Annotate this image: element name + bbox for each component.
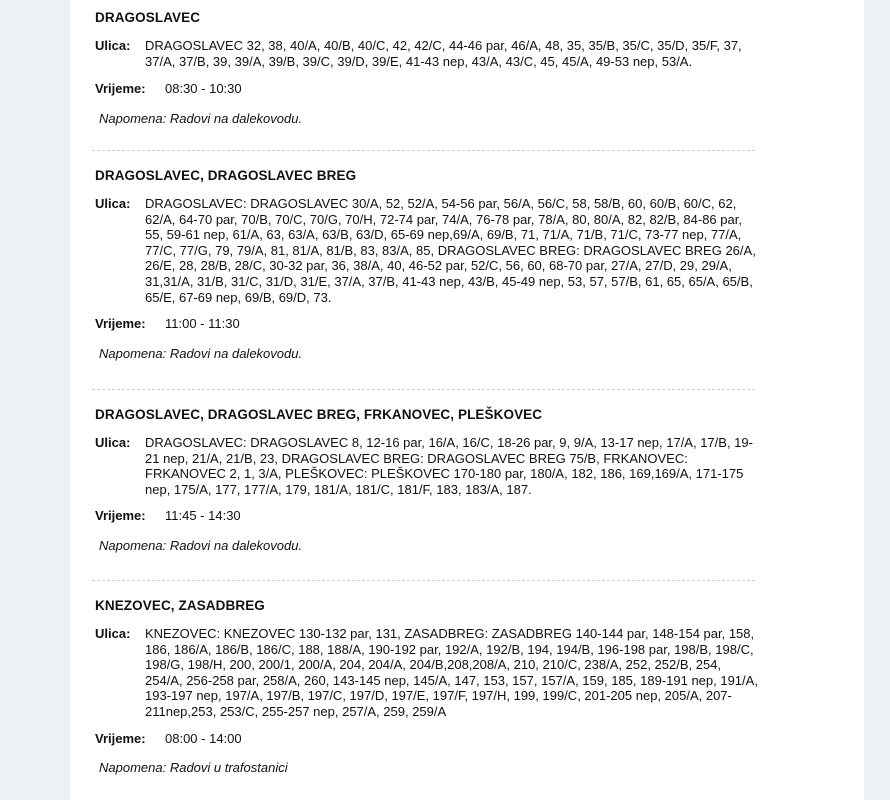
entry-divider xyxy=(92,580,755,581)
outage-entry xyxy=(95,598,760,775)
vrijeme-value: 11:45 - 14:30 xyxy=(165,508,241,524)
ulica-label: Ulica: xyxy=(95,196,131,211)
entry-divider xyxy=(92,389,755,390)
vrijeme-label: Vrijeme: xyxy=(95,316,146,332)
napomena-note: Napomena: Radovi na dalekovodu. xyxy=(99,345,303,361)
vrijeme-value: 08:00 - 14:00 xyxy=(165,730,242,746)
entry-title: DRAGOSLAVEC, DRAGOSLAVEC BREG xyxy=(95,168,357,183)
entry-title: DRAGOSLAVEC xyxy=(95,10,201,25)
entry-divider xyxy=(92,150,755,151)
ulica-label: Ulica: xyxy=(95,626,131,641)
entry-title: DRAGOSLAVEC, DRAGOSLAVEC BREG, FRKANOVEC, PLEŠKOVEC xyxy=(95,407,543,422)
ulica-value: DRAGOSLAVEC: DRAGOSLAVEC 8, 12-16 par, 16/A, 16/C, 18-26 par, 9, 9/A, 13-17 nep, 17/A, 17/B, 19-21 nep, 21/A, 21/B, 23, DRAGOSLAVEC BREG: DRAGOSLAVEC BREG 75/B, FRKANOVEC: FRKANOVEC 2, 1, 3/A, PLEŠKOVEC: PLEŠKOVEC 170-180 par, 180/A, 182, 186, 169,169/A, 171-175 nep, 175/A, 177, 177/A, 179, 181/A, 181/C, 181/F, 183, 183/A, 187. xyxy=(145,435,753,497)
vrijeme-label: Vrijeme: xyxy=(95,81,146,97)
vrijeme-value: 11:00 - 11:30 xyxy=(165,316,240,332)
outage-entry xyxy=(95,407,760,553)
vrijeme-label: Vrijeme: xyxy=(95,508,146,524)
vrijeme-label: Vrijeme: xyxy=(95,730,146,746)
outage-entry xyxy=(95,168,760,361)
outage-list-page xyxy=(70,0,864,800)
ulica-value: DRAGOSLAVEC 32, 38, 40/A, 40/B, 40/C, 42, 42/C, 44-46 par, 46/A, 48, 35, 35/B, 35/C, 35/D, 35/F, 37, 37/A, 37/B, 39, 39/A, 39/B, 39/C, 39/D, 39/E, 41-43 nep, 43/A, 43/C, 45, 45/A, 49-53 nep, 53/A. xyxy=(145,38,742,69)
napomena-note: Napomena: Radovi na dalekovodu. xyxy=(99,537,303,553)
ulica-value: KNEZOVEC: KNEZOVEC 130-132 par, 131, ZASADBREG: ZASADBREG 140-144 par, 148-154 par, 158, 186, 186/A, 186/B, 186/C, 188, 188/A, 190-192 par, 192/A, 192/B, 194, 194/B, 196-198 par, 198/B, 198/C, 198/G, 198/H, 200, 200/1, 200/A, 204, 204/A, 204/B,208,208/A, 210, 210/C, 238/A, 252, 252/B, 254, 254/A, 256-258 par, 258/A, 260, 143-145 nep, 145/A, 147, 153, 157, 157/A, 159, 185, 189-191 nep, 191/A, 193-197 nep, 197/A, 197/B, 197/C, 197/D, 197/E, 197/F, 197/H, 199, 199/C, 201-205 nep, 205/A, 207-211nep,253, 253/C, 255-257 nep, 257/A, 259, 259/A xyxy=(145,626,758,719)
ulica-label: Ulica: xyxy=(95,435,131,450)
outage-entry xyxy=(95,10,760,126)
napomena-note: Napomena: Radovi na dalekovodu. xyxy=(99,110,303,126)
ulica-label: Ulica: xyxy=(95,38,131,53)
ulica-value: DRAGOSLAVEC: DRAGOSLAVEC 30/A, 52, 52/A, 54-56 par, 56/A, 56/C, 58, 58/B, 60, 60/B, 60/C, 62, 62/A, 64-70 par, 70/B, 70/C, 70/G, 70/H, 72-74 par, 74/A, 76-78 par, 78/A, 80, 80/A, 82, 82/B, 84-86 par, 55, 59-61 nep, 61/A, 63, 63/A, 63/B, 63/D, 65-69 nep,69/A, 69/B, 71, 71/A, 71/B, 71/C, 73-77 nep, 77/A, 77/C, 77/G, 79, 79/A, 81, 81/A, 81/B, 83, 83/A, 85, DRAGOSLAVEC BREG: DRAGOSLAVEC BREG 26/A, 26/E, 28, 28/B, 28/C, 30-32 par, 36, 38/A, 40, 46-52 par, 52/C, 56, 60, 68-70 par, 27/A, 27/D, 29, 29/A, 31,31/A, 31/B, 31/C, 31/D, 31/E, 37/A, 37/B, 41-43 nep, 43/B, 45-49 nep, 53, 57, 57/B, 61, 65, 65/A, 65/B, 65/E, 67-69 nep, 69/B, 69/D, 73. xyxy=(145,196,756,305)
napomena-note: Napomena: Radovi u trafostanici xyxy=(99,760,288,776)
entry-title: KNEZOVEC, ZASADBREG xyxy=(95,598,265,613)
vrijeme-value: 08:30 - 10:30 xyxy=(165,81,242,97)
